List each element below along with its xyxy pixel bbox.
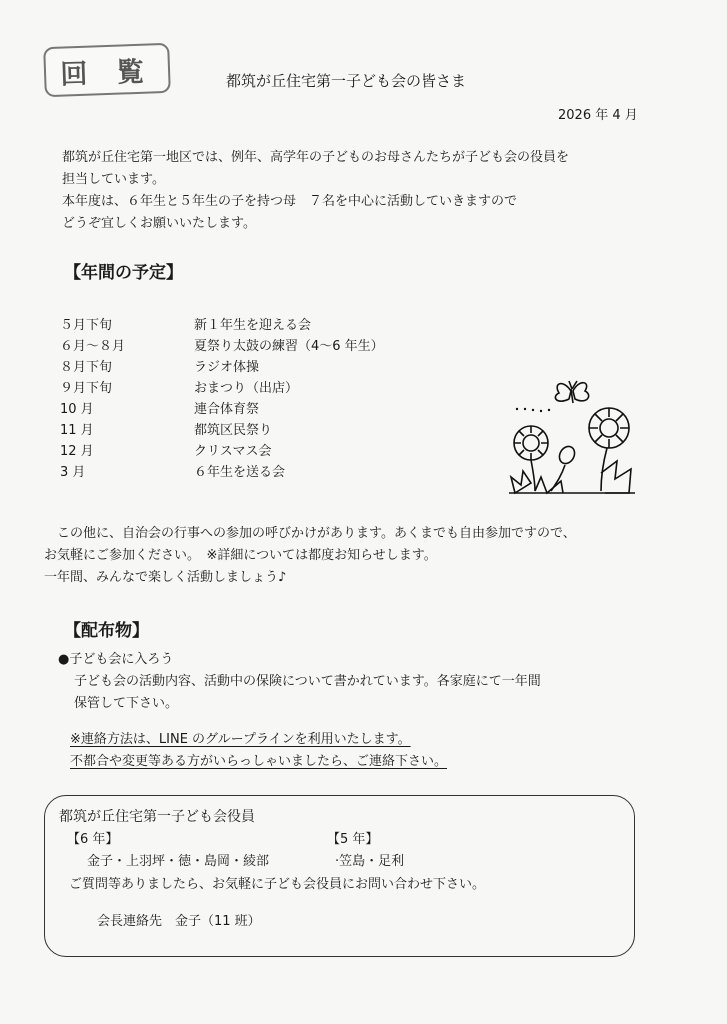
notice-title: 都筑が丘住宅第一子ども会の皆さま [226,72,467,90]
flower-right-icon [589,408,631,493]
officers-box [44,795,635,957]
grade5-names: ·笠島・足利 [335,854,405,869]
butterfly-icon [555,381,588,403]
bud-icon [551,444,578,491]
grade6-label: 【6 年】 [67,832,119,847]
participation-note [44,523,576,589]
intro-line: 本年度は、６年生と５年生の子を持つ母 ７名を中心に活動していきますので [62,194,518,209]
schedule-event: ラジオ体操 [194,360,260,375]
grade5-label: 【5 年】 [327,832,379,847]
intro-paragraph [62,147,569,235]
officers-title: 都筑が丘住宅第一子ども会役員 [59,809,255,825]
circulation-stamp: 回 覧 [43,43,171,97]
schedule-heading: 【年間の予定】 [64,263,183,283]
schedule-month: 11 月 [60,423,94,438]
schedule-month: ９月下旬 [60,381,113,396]
schedule-event: 夏祭り太鼓の練習（4～6 年生） [194,339,384,354]
schedule-month: 12 月 [60,444,94,459]
schedule-event: 新１年生を迎える会 [194,318,312,333]
distribution-section [58,649,541,773]
schedule-month: 10 月 [60,402,94,417]
distribution-desc-line: 保管して下さい。 [74,696,179,711]
flowers-butterfly-illustration [505,373,640,498]
schedule-month: ５月下旬 [60,318,113,333]
schedule-event: 連合体育祭 [194,402,260,417]
intro-line: 担当しています。 [62,172,165,187]
note-line: この他に、自治会の行事への参加の呼びかけがあります。あくまでも自由参加ですので、 [44,526,576,541]
issue-date: 2026 年 4 月 [558,108,638,123]
note-line: 一年間、みんなで楽しく活動しましょう♪ [44,570,287,585]
schedule-month: 3 月 [60,465,86,480]
schedule-event: 都筑区民祭り [194,423,273,438]
note-line: お気軽にご参加ください。 ※詳細については都度お知らせします。 [44,548,437,563]
schedule-event: おまつり（出店） [194,381,299,396]
inquiry-text: ご質問等ありましたら、お気軽に子ども会役員にお問い合わせ下さい。 [69,877,486,892]
distribution-desc-line: 子ども会の活動内容、活動中の保険について書かれています。各家庭にて一年間 [74,674,541,689]
contact-change-note: 不都合や変更等ある方がいらっしゃいましたら、ご連絡下さい。 [70,754,448,769]
intro-line: どうぞ宜しくお願いいたします。 [62,216,256,231]
schedule-month: ６月～８月 [60,339,126,354]
schedule-month: ８月下旬 [60,360,113,375]
schedule-event: ６年生を送る会 [194,465,286,480]
president-contact: 会長連絡先 金子（11 班） [97,914,261,929]
schedule-event: クリスマス会 [194,444,272,459]
intro-line: 都筑が丘住宅第一地区では、例年、高学年の子どものお母さんたちが子ども会の役員を [62,150,570,165]
distribution-item-title: ●子ども会に入ろう [58,652,174,667]
contact-method-note: ※連絡方法は、LINE のグループラインを利用いたします。 [70,732,411,747]
grade6-names: 金子・上羽坪・徳・島岡・綾部 [87,854,270,869]
distribution-heading: 【配布物】 [64,621,149,641]
